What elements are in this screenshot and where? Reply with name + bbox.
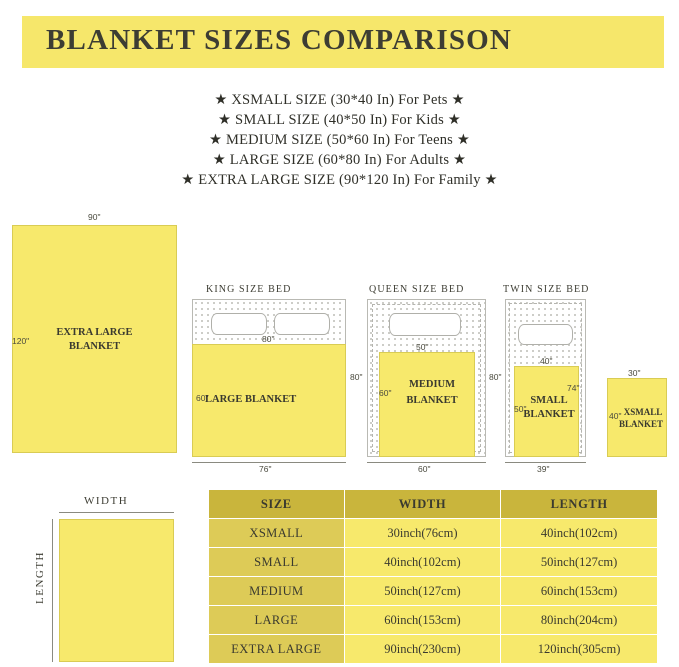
extra-large-blanket-label-line2: BLANKET [68,341,121,352]
twin-bed-height-label: 74" [567,383,580,393]
extra-large-top-label: 90" [88,212,101,222]
width-length-blanket-shape [59,519,174,662]
small-blanket-label-line2: BLANKET [523,409,575,420]
twin-width-dimension-line [505,462,586,463]
table-cell-size: SMALL [209,548,345,577]
table-row [209,577,658,606]
table-cell-length: 50inch(127cm) [501,548,658,577]
list-item: ★ LARGE SIZE (60*80 In) For Adults ★ [212,152,467,168]
twin-pillow [518,324,573,345]
table-row [209,548,658,577]
extra-large-blanket-shape [12,225,177,453]
xsmall-blanket-label-line1: XSMALL [623,407,663,417]
table-cell-length: 60inch(153cm) [501,577,658,606]
king-width-dimension-line [192,462,346,463]
table-cell-width: 30inch(76cm) [344,519,501,548]
medium-blanket-top-label: 50" [416,342,429,352]
length-dimension-line [52,519,53,662]
table-cell-length: 40inch(102cm) [501,519,658,548]
king-pillow-right [274,313,330,335]
queen-bed-height-label: 80" [489,372,502,382]
medium-blanket-label-line1: MEDIUM [408,379,456,390]
table-cell-width: 40inch(102cm) [344,548,501,577]
extra-large-side-label: 120" [12,336,30,346]
queen-width-dimension-line [367,462,486,463]
twin-bed-width-label: 39" [537,464,550,474]
list-item: ★ EXTRA LARGE SIZE (90*120 In) For Family ★ [181,172,498,188]
width-label: WIDTH [84,495,129,507]
king-pillow-left [211,313,267,335]
xsmall-top-label: 30" [628,368,641,378]
king-bed-height-label: 80" [350,372,363,382]
king-bed-width-label: 76" [259,464,272,474]
list-item: ★ XSMALL SIZE (30*40 In) For Pets ★ [214,92,465,108]
small-blanket-label-line1: SMALL [530,395,568,406]
table-cell-length: 120inch(305cm) [501,635,658,664]
table-row [209,519,658,548]
table-cell-width: 90inch(230cm) [344,635,501,664]
table-header-size: SIZE [209,490,345,519]
xsmall-side-label: 40" [609,411,622,421]
table-cell-size: MEDIUM [209,577,345,606]
medium-blanket-label-line2: BLANKET [406,395,458,406]
queen-bed-width-label: 60" [418,464,431,474]
table-cell-width: 60inch(153cm) [344,606,501,635]
table-cell-width: 50inch(127cm) [344,577,501,606]
table-header-row [209,490,658,519]
size-table [208,489,658,664]
table-cell-length: 80inch(204cm) [501,606,658,635]
list-item: ★ MEDIUM SIZE (50*60 In) For Teens ★ [208,132,471,148]
table-row [209,606,658,635]
table-cell-size: EXTRA LARGE [209,635,345,664]
table-cell-size: LARGE [209,606,345,635]
xsmall-blanket-label-line2: BLANKET [618,419,663,429]
width-dimension-line [59,512,174,513]
list-item: ★ SMALL SIZE (40*50 In) For Kids ★ [218,112,461,128]
extra-large-blanket-label-line1: EXTRA LARGE [56,327,133,338]
table-row [209,635,658,664]
large-blanket-top-label: 80" [262,334,275,344]
size-list [0,90,679,190]
king-bed-title: KING SIZE BED [206,284,292,295]
small-blanket-side-label: 50" [514,404,527,414]
table-cell-size: XSMALL [209,519,345,548]
table-header-width: WIDTH [344,490,501,519]
table-header-length: LENGTH [501,490,658,519]
queen-bed-title: QUEEN SIZE BED [369,284,465,295]
large-blanket-side-label: 60" [196,393,209,403]
twin-bed-title: TWIN SIZE BED [503,284,590,295]
small-blanket-top-label: 40" [540,356,553,366]
large-blanket-label: LARGE BLANKET [205,394,297,405]
medium-blanket-side-label: 60" [379,388,392,398]
page-title: BLANKET SIZES COMPARISON [46,24,513,56]
length-label: LENGTH [34,551,46,604]
